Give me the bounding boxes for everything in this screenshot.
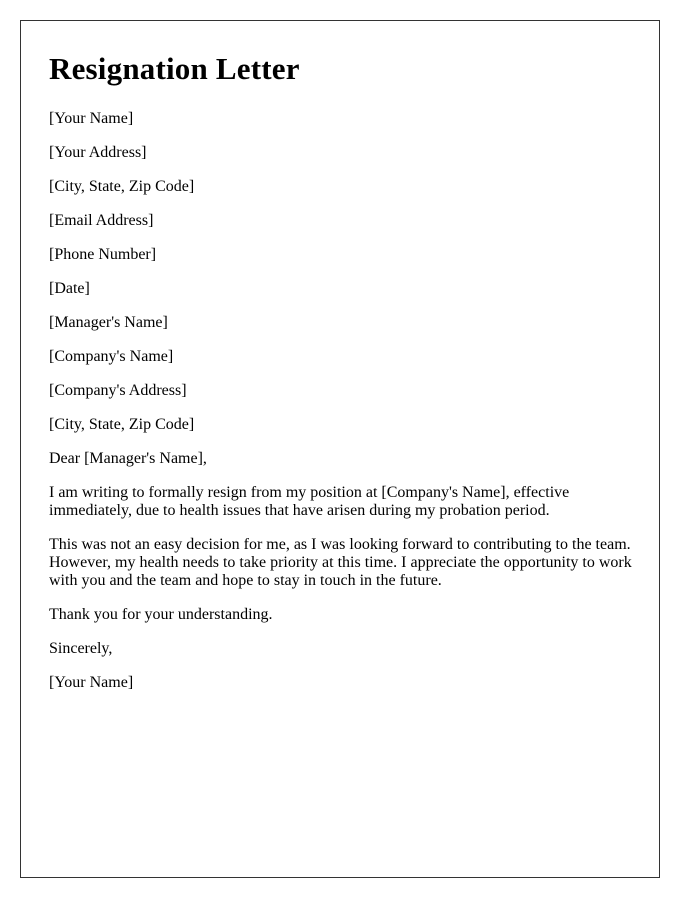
body-paragraph: Thank you for your understanding. (49, 606, 273, 623)
sender-email: [Email Address] (49, 212, 154, 229)
letter-title: Resignation Letter (49, 51, 300, 86)
sender-phone: [Phone Number] (49, 246, 157, 263)
body-paragraph: This was not an easy decision for me, as I was looking forward to contributing to the team. However, my health needs to take priority at this time. I appreciate the opportunity to work with you and the team and hope to stay in touch in the future. (49, 536, 632, 589)
sender-address: [Your Address] (49, 144, 147, 161)
signature: [Your Name] (49, 674, 134, 691)
sender-city-state-zip: [City, State, Zip Code] (49, 178, 195, 195)
letter-page (20, 20, 660, 878)
letter-content (49, 49, 639, 708)
recipient-company-address: [Company's Address] (49, 382, 187, 399)
salutation: Dear [Manager's Name], (49, 450, 207, 467)
recipient-city-state-zip: [City, State, Zip Code] (49, 416, 195, 433)
recipient-company-name: [Company's Name] (49, 348, 174, 365)
sender-name: [Your Name] (49, 110, 134, 127)
recipient-manager-name: [Manager's Name] (49, 314, 168, 331)
letter-date: [Date] (49, 280, 90, 297)
closing: Sincerely, (49, 640, 113, 657)
body-paragraph: I am writing to formally resign from my position at [Company's Name], effective immediately, due to health issues that have arisen during my probation period. (49, 484, 570, 519)
